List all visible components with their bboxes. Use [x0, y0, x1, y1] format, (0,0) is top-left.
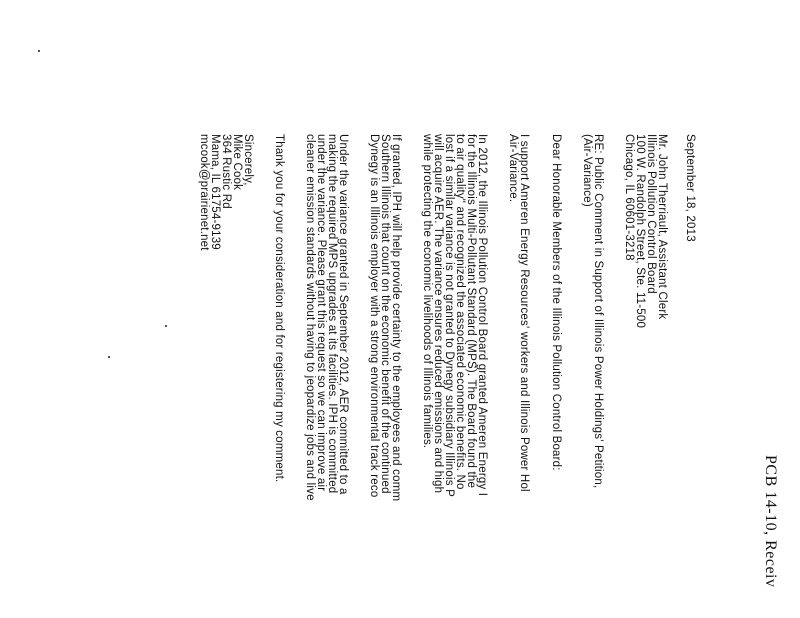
paragraph-2-line-3: to air quality" and recognized the associated economic benefits. No — [454, 134, 466, 490]
recipient-street: 100 W. Randolph Street, Ste. 11-500 — [634, 134, 646, 329]
subject-line-1: RE: Public Comment in Support of Illinois Power Holdings' Petition, — [592, 134, 604, 489]
scan-speck — [165, 325, 167, 327]
paragraph-4-line-2: making the required MPS upgrades at its facilities. IPH is committed — [326, 134, 338, 494]
signer-name: Mike Cook — [231, 134, 243, 191]
recipient-city: Chicago, IL 60601-3218 — [623, 134, 635, 261]
paragraph-2-line-5: will acquire AER. The variance ensures reduced emissions and high — [432, 134, 444, 494]
signer-city: Mama, IL 61754-9139 — [209, 134, 221, 250]
subject-line-2: (Air-Variance) — [581, 134, 593, 207]
recipient-organization: Illinois Pollution Control Board — [645, 134, 657, 294]
recipient-name: Mr. John Therriault, Assistant Clerk — [656, 134, 668, 320]
paragraph-3-line-3: Dynegy is an Illinois employer with a strong environmental track reco — [368, 134, 380, 498]
scan-speck — [38, 50, 40, 52]
signer-email: mcook@prairienet.net — [198, 134, 210, 251]
letter-date: September 18, 2013 — [684, 134, 696, 242]
paragraph-5-line-1: Thank you for your consideration and for registering my comment. — [273, 134, 285, 483]
paragraph-3-line-2: Southern Illinois that count on the economic benefit of the continued — [379, 134, 391, 494]
paragraph-4-line-3: under the variance. Please grant this request so we can improve air — [315, 134, 327, 492]
paragraph-2-line-1: In 2012, the Illinois Pollution Control Board granted Ameren Energy I — [476, 134, 488, 497]
paragraph-2-line-4: lost if a similar variance is not granted to Dynegy subsidiary Illinois P — [443, 134, 455, 497]
paragraph-2-line-2: for the Illinois Multi-Pollutant Standard (MPS). The Board found the — [465, 134, 477, 489]
paragraph-4-line-4: cleaner emission standards without having to jeopardize jobs and live — [304, 134, 316, 501]
received-stamp: PCB 14-10, Receiv — [762, 455, 779, 588]
paragraph-1-line-2: Air-Variance. — [507, 134, 519, 203]
scan-speck — [108, 356, 110, 358]
paragraph-2-line-6: while protecting the economic livelihoods of Illinois families. — [421, 134, 433, 449]
salutation: Dear Honorable Members of the Illinois Pollution Control Board: — [550, 134, 562, 471]
signer-street: 364 Rustic Rd — [220, 134, 232, 209]
paragraph-3-line-1: If granted, IPH will help provide certainty to the employees and comm — [390, 134, 402, 502]
closing: Sincerely, — [242, 134, 254, 186]
paragraph-1-line-1: I support Ameren Energy Resources' workers and Illinois Power Hol — [518, 134, 530, 492]
paragraph-4-line-1: Under the variance granted in September 2012, AER committed to a — [337, 134, 349, 495]
